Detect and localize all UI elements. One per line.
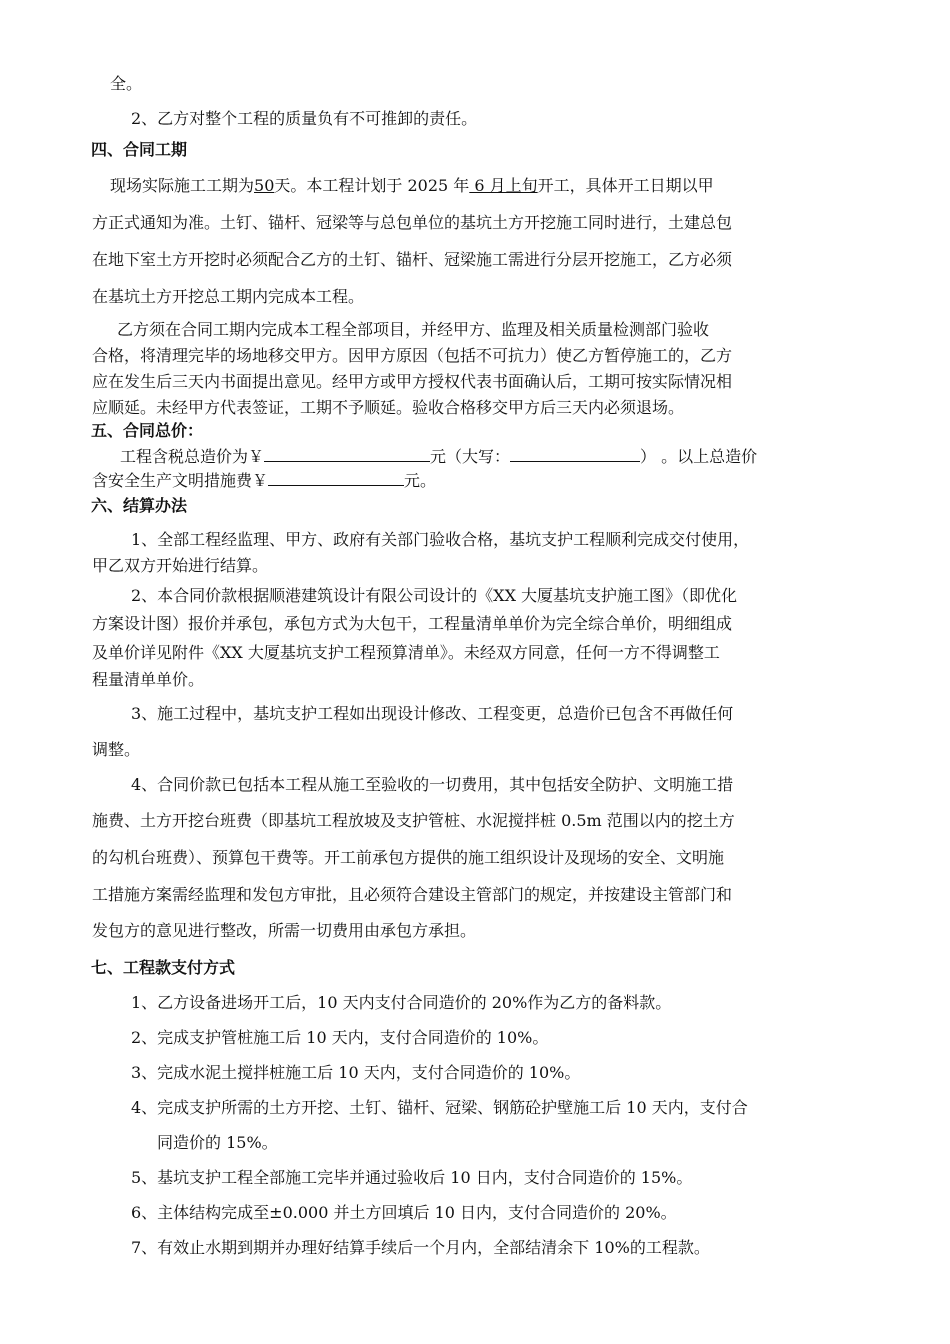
text-line: 应顺延。未经甲方代表签证，工期不予顺延。验收合格移交甲方后三天内必须退场。 bbox=[92, 398, 685, 417]
text-line: 在基坑土方开挖总工期内完成本工程。 bbox=[92, 287, 365, 306]
section-heading: 五、合同总价： bbox=[91, 421, 204, 440]
list-item: 5、基坑支护工程全部施工完毕并通过验收后 10 日内，支付合同造价的 15%。 bbox=[131, 1168, 693, 1187]
list-item: 4、完成支护所需的土方开挖、土钉、锚杆、冠梁、钢筋砼护壁施工后 10 天内，支付合 bbox=[131, 1098, 748, 1117]
text-span: 元（大写： bbox=[430, 447, 511, 466]
text-line: 4、合同价款已包括本工程从施工至验收的一切费用，其中包括安全防护、文明施工措 bbox=[131, 775, 734, 794]
text-line: 施费、土方开挖台班费（即基坑工程放坡及支护管桩、水泥搅拌桩 0.5m 范围以内的挖土方 bbox=[92, 811, 735, 830]
text-line: 应在发生后三天内书面提出意见。经甲方或甲方授权代表书面确认后，工期可按实际情况相 bbox=[92, 372, 733, 391]
text-line: 的勾机台班费）、预算包干费等。开工前承包方提供的施工组织设计及现场的安全、文明施 bbox=[92, 848, 725, 867]
total-price-blank bbox=[264, 446, 430, 462]
text-line: 1、全部工程经监理、甲方、政府有关部门验收合格，基坑支护工程顺利完成交付使用， bbox=[131, 530, 750, 549]
text-span: ） 。以上总造价 bbox=[640, 447, 758, 466]
start-month: 6 月上旬 bbox=[469, 176, 538, 195]
list-item: 7、有效止水期到期并办理好结算手续后一个月内，全部结清余下 10%的工程款。 bbox=[131, 1238, 710, 1257]
text-line: 乙方须在合同工期内完成本工程全部项目，并经甲方、监理及相关质量检测部门验收 bbox=[117, 320, 710, 339]
text-line: 2、乙方对整个工程的质量负有不可推卸的责任。 bbox=[131, 109, 478, 128]
fee-line bbox=[92, 470, 436, 491]
text-line: 同造价的 15%。 bbox=[157, 1133, 278, 1152]
section-heading: 四、合同工期 bbox=[91, 140, 188, 159]
text-line: 3、施工过程中，基坑支护工程如出现设计修改、工程变更，总造价已包含不再做任何 bbox=[131, 704, 734, 723]
text-span: 元。 bbox=[404, 471, 437, 490]
text-line: 甲乙双方开始进行结算。 bbox=[92, 556, 269, 575]
list-item: 3、完成水泥土搅拌桩施工后 10 天内，支付合同造价的 10%。 bbox=[131, 1063, 581, 1082]
list-item: 2、完成支护管桩施工后 10 天内，支付合同造价的 10%。 bbox=[131, 1028, 549, 1047]
price-line bbox=[120, 446, 757, 467]
safety-fee-blank bbox=[268, 470, 404, 486]
section-heading: 六、结算办法 bbox=[91, 496, 188, 515]
price-in-words-blank bbox=[510, 446, 640, 462]
text-line: 方案设计图）报价并承包，承包方式为大包干，工程量清单单价为完全综合单价，明细组成 bbox=[92, 614, 733, 633]
list-item: 1、乙方设备进场开工后，10 天内支付合同造价的 20%作为乙方的备料款。 bbox=[131, 993, 672, 1012]
text-line: 全。 bbox=[110, 74, 143, 93]
text-line: 发包方的意见进行整改，所需一切费用由承包方承担。 bbox=[92, 921, 477, 940]
section-heading: 七、工程款支付方式 bbox=[91, 958, 236, 977]
list-item: 6、主体结构完成至±0.000 并土方回填后 10 日内，支付合同造价的 20%。 bbox=[131, 1203, 677, 1222]
duration-days: 50 bbox=[254, 176, 275, 195]
text-line: 在地下室土方开挖时必须配合乙方的土钉、锚杆、冠梁施工需进行分层开挖施工，乙方必须 bbox=[92, 250, 733, 269]
text-span: 开工，具体开工日期以甲 bbox=[537, 176, 714, 195]
text-span: 天。本工程计划于 2025 年 bbox=[274, 176, 470, 195]
text-line: 调整。 bbox=[92, 740, 141, 759]
text-span: 工程含税总造价为￥ bbox=[120, 447, 265, 466]
text-span: 现场实际施工工期为 bbox=[110, 176, 255, 195]
text-line: 工措施方案需经监理和发包方审批，且必须符合建设主管部门的规定，并按建设主管部门和 bbox=[92, 885, 733, 904]
text-span: 含安全生产文明措施费￥ bbox=[92, 471, 269, 490]
text-line: 合格，将清理完毕的场地移交甲方。因甲方原因（包括不可抗力）使乙方暂停施工的，乙方 bbox=[92, 346, 733, 365]
text-line: 及单价详见附件《XX 大厦基坑支护工程预算清单》。未经双方同意，任何一方不得调整工 bbox=[92, 643, 720, 662]
paragraph-line bbox=[110, 176, 714, 196]
text-line: 方正式通知为准。土钉、锚杆、冠梁等与总包单位的基坑土方开挖施工同时进行，土建总包 bbox=[92, 213, 733, 232]
text-line: 2、本合同价款根据顺港建筑设计有限公司设计的《XX 大厦基坑支护施工图》（即优化 bbox=[131, 586, 738, 605]
text-line: 程量清单单价。 bbox=[92, 670, 205, 689]
